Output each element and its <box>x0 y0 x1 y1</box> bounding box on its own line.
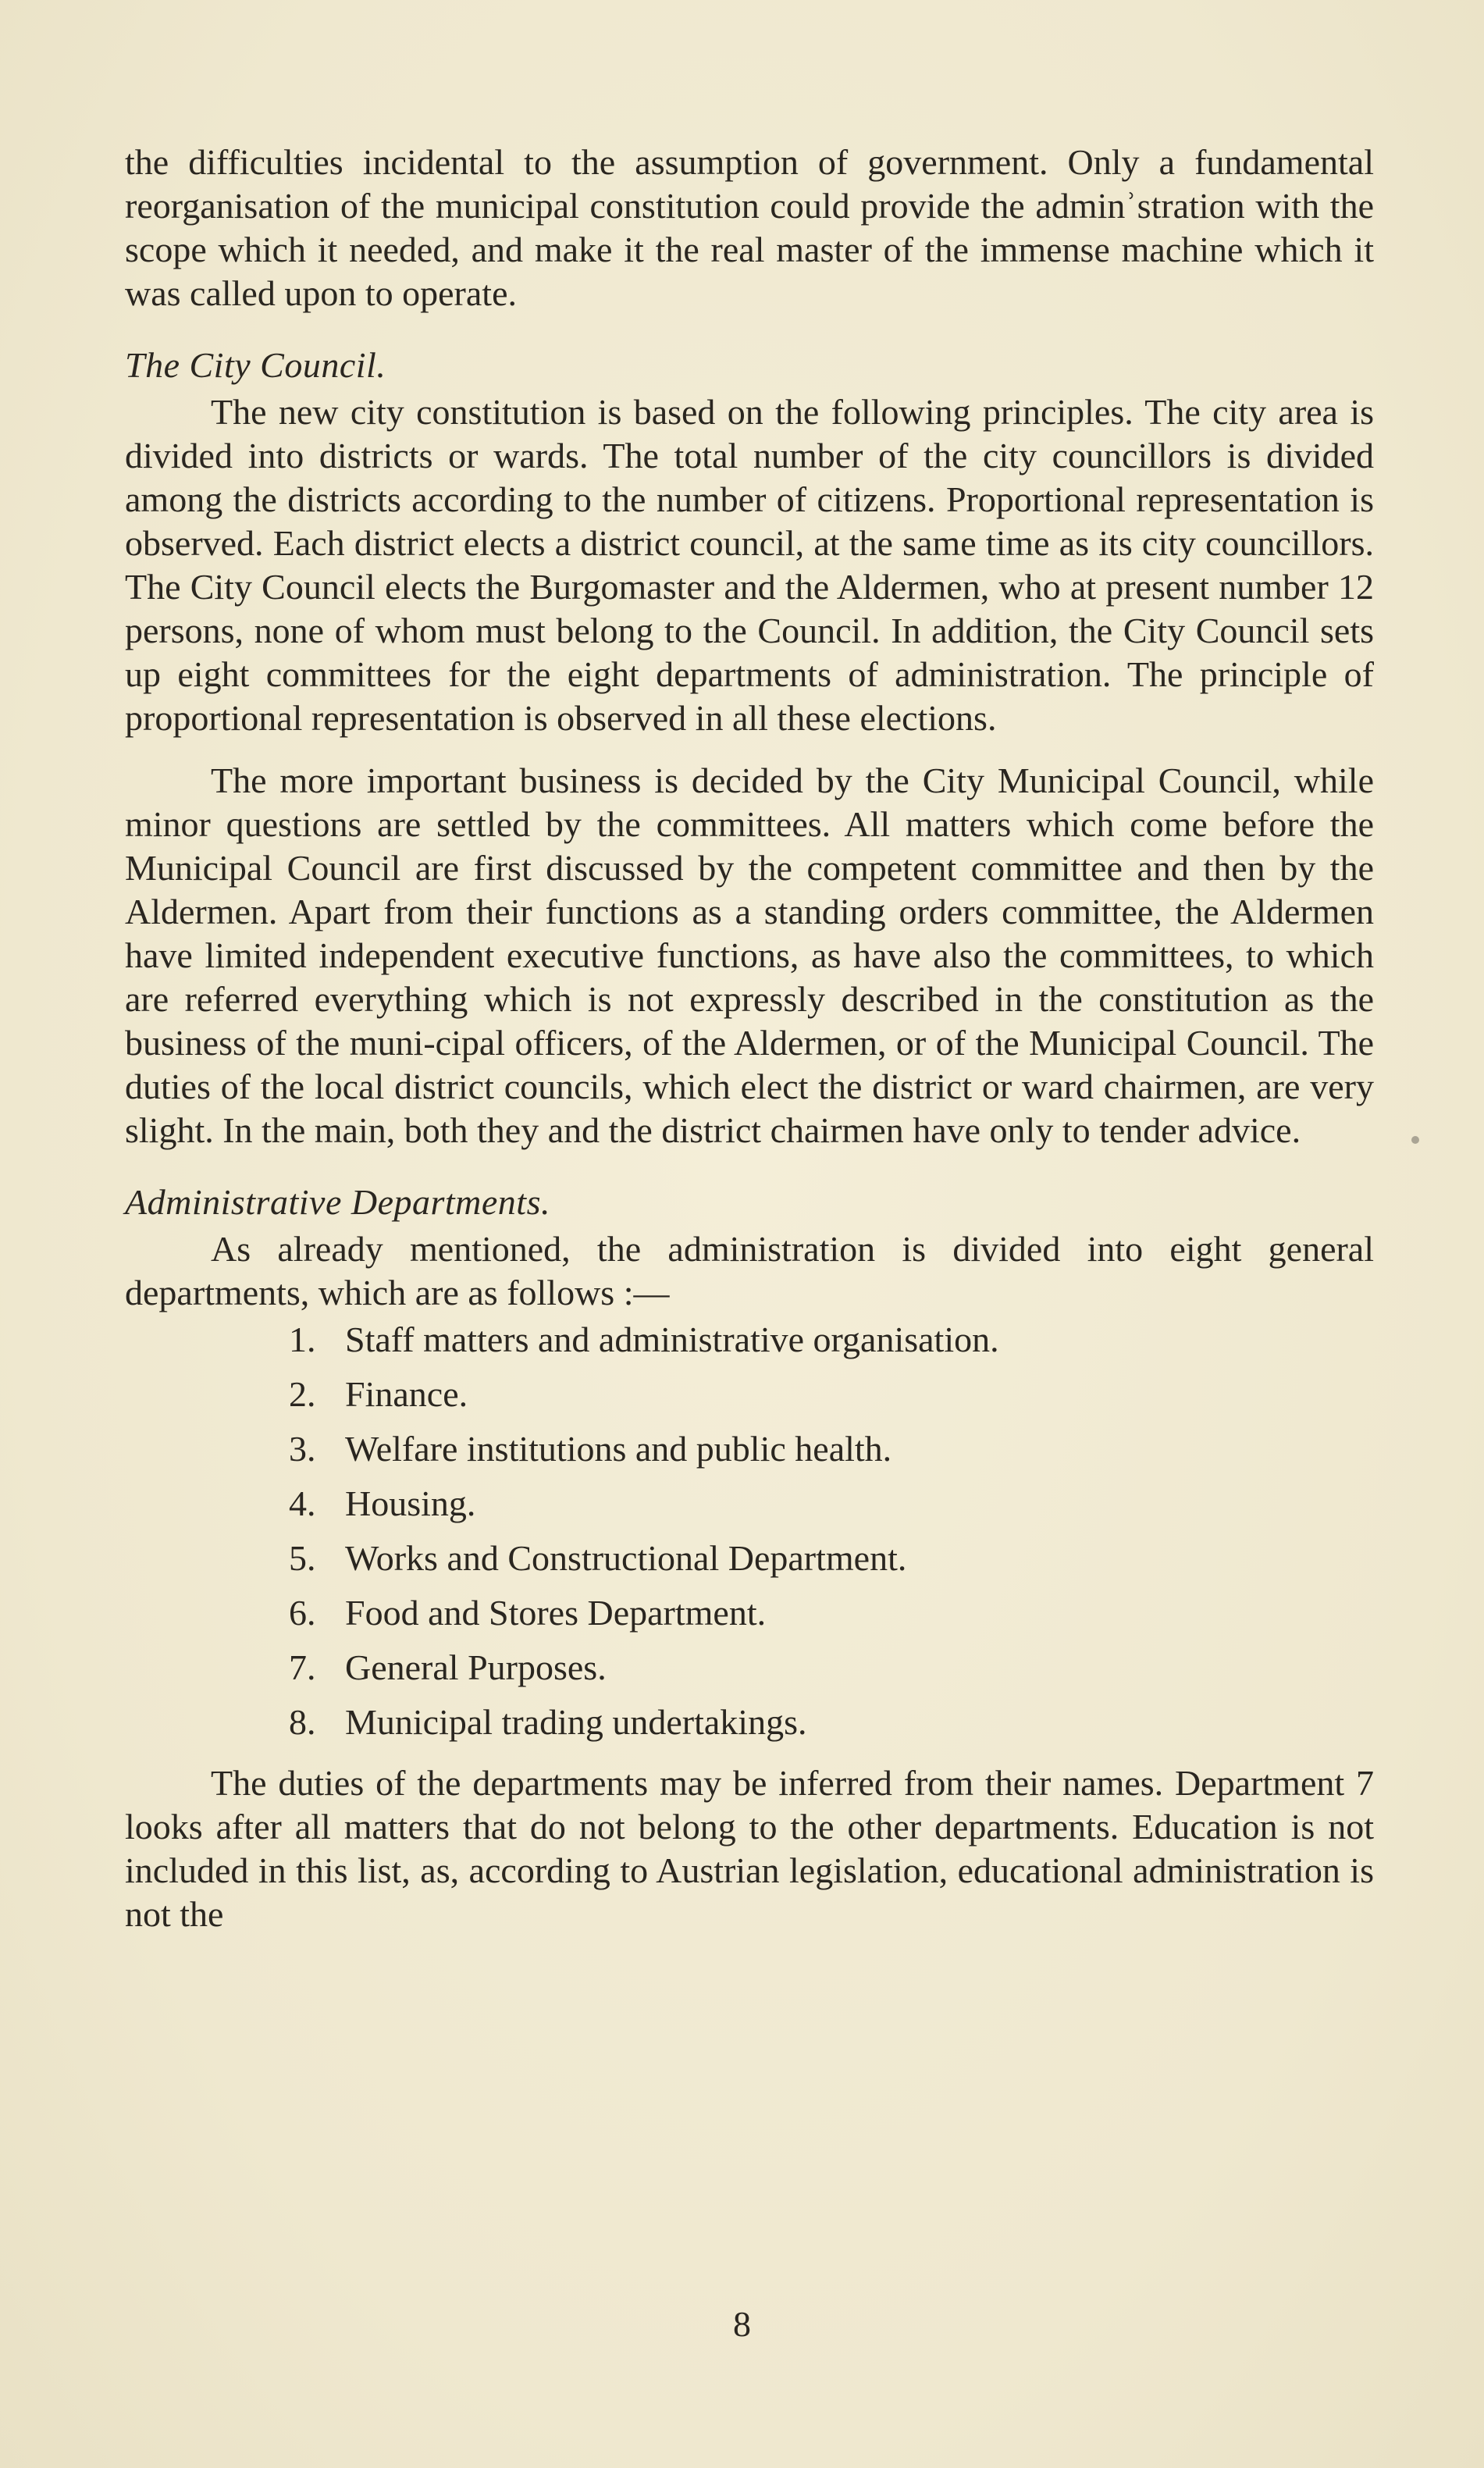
opening-paragraph: the difficulties incidental to the assumption of government. Only a fundamental reorganisation of the municipal constitution could provide the adminʾstration with the scope which it needed, and make it the real master of the immense machine which it was called upon to operate. <box>125 142 1374 313</box>
list-number: 1. <box>289 1319 316 1359</box>
list-item-label: Staff matters and administrative organisation. <box>345 1319 999 1359</box>
page-number: 8 <box>733 2304 751 2344</box>
paper-speck <box>1411 1136 1419 1144</box>
list-number: 5. <box>289 1538 316 1578</box>
list-number: 3. <box>289 1429 316 1469</box>
list-number: 2. <box>289 1374 316 1414</box>
list-item <box>289 1318 1374 1362</box>
paragraph: As already mentioned, the administration is divided into eight general departments, which are as follows :— <box>125 1229 1374 1312</box>
list-number: 7. <box>289 1647 316 1687</box>
list-item-label: Housing. <box>345 1483 476 1523</box>
list-item-label: Food and Stores Department. <box>345 1593 767 1633</box>
list-item-label: Works and Constructional Department. <box>345 1538 907 1578</box>
list-item <box>289 1373 1374 1416</box>
list-item-label: General Purposes. <box>345 1647 607 1687</box>
list-item <box>289 1701 1374 1744</box>
body-text <box>125 141 1374 1936</box>
list-item <box>289 1427 1374 1471</box>
list-item <box>289 1537 1374 1580</box>
list-number: 6. <box>289 1593 316 1633</box>
list-number: 8. <box>289 1702 316 1742</box>
department-list <box>125 1318 1374 1744</box>
section-heading-city-council: The City Council. <box>125 345 386 385</box>
list-item <box>289 1646 1374 1690</box>
paragraph: The more important business is decided by the City Municipal Council, while minor questions are settled by the committees. All matters which come before the Municipal Council are first discussed by the competent committee and then by the Aldermen. Apart from their functions as a standing orders committee, the Aldermen have limited independent executive functions, as have also the committees, to which are referred everything which is not expressly described in the constitution as the business of the muni-cipal officers, of the Aldermen, or of the Municipal Council. The duties of the local district councils, which elect the district or ward chairmen, are very slight. In the main, both they and the district chairmen have only to tender advice. <box>125 760 1374 1150</box>
section-heading-admin-departments: Administrative Departments. <box>125 1182 550 1222</box>
list-number: 4. <box>289 1483 316 1523</box>
list-item-label: Welfare institutions and public health. <box>345 1429 892 1469</box>
list-item-label: Municipal trading undertakings. <box>345 1702 807 1742</box>
list-item <box>289 1591 1374 1635</box>
paragraph: The duties of the departments may be inferred from their names. Department 7 looks after all matters that do not belong to the other departments. Education is not included in this list, as, according to Austrian legislation, educational administration is not the <box>125 1763 1374 1934</box>
list-item <box>289 1482 1374 1526</box>
list-item-label: Finance. <box>345 1374 468 1414</box>
paragraph: The new city constitution is based on the following principles. The city area is divided into districts or wards. The total number of the city councillors is divided among the districts according to the number of citizens. Proportional representation is observed. Each district elects a district council, at the same time as its city councillors. The City Council elects the Burgomaster and the Aldermen, who at present number 12 persons, none of whom must belong to the Council. In addition, the City Council sets up eight committees for the eight departments of administration. The principle of proportional representation is observed in all these elections. <box>125 392 1374 738</box>
